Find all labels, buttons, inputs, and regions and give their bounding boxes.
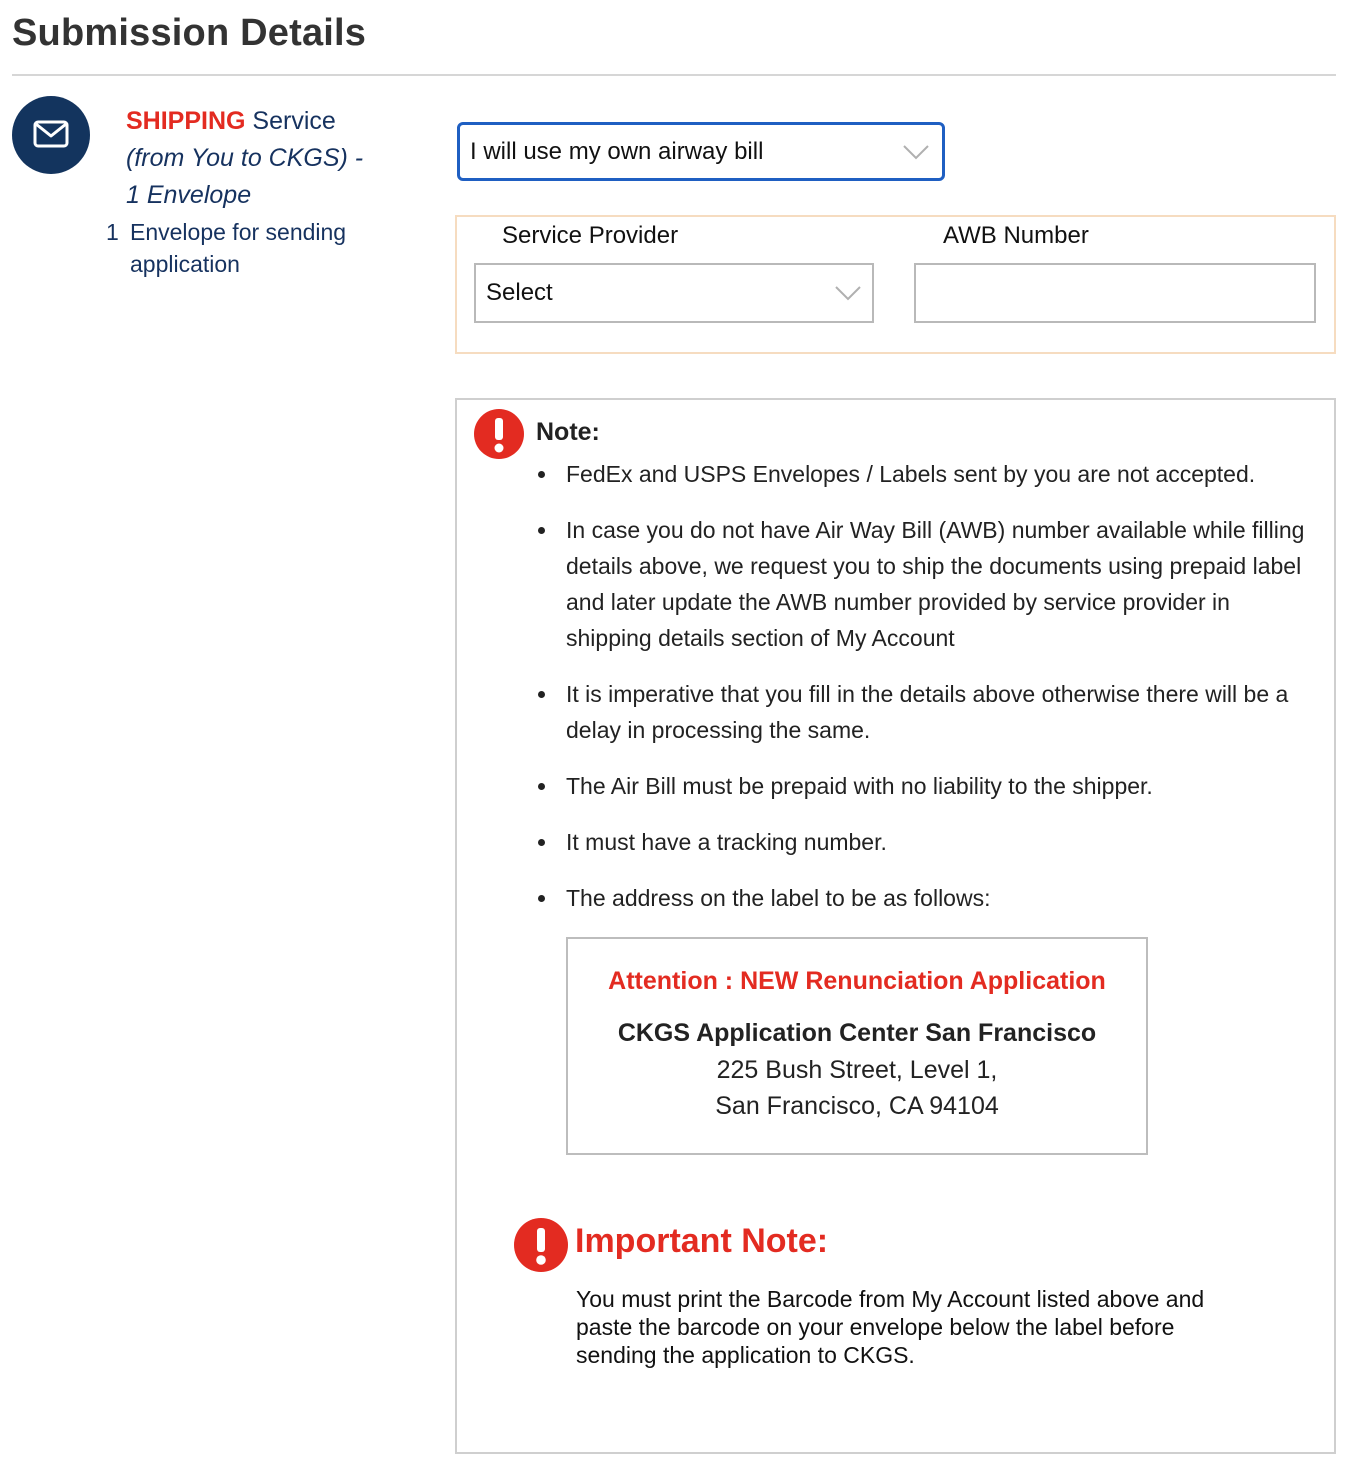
service-provider-select[interactable]: [474, 263, 874, 323]
service-subtitle: (from You to CKGS) - 1 Envelope: [126, 144, 364, 209]
title-divider: [12, 74, 1336, 76]
note-item: FedEx and USPS Envelopes / Labels sent by you are not accepted.: [566, 456, 1306, 492]
note-title: Note:: [536, 418, 600, 446]
service-quantity: 1: [106, 219, 119, 245]
note-item: It is imperative that you fill in the details above otherwise there will be a delay in processing the same.: [566, 676, 1306, 748]
address-label-box: [566, 937, 1148, 1155]
service-heading-rest: Service: [245, 107, 336, 135]
chevron-down-icon: [834, 285, 862, 301]
note-item: The address on the label to be as follows:: [566, 880, 1306, 916]
awb-number-input[interactable]: [914, 263, 1316, 323]
address-line-1: 225 Bush Street, Level 1,: [716, 1056, 998, 1084]
awb-number-label: AWB Number: [943, 222, 1089, 249]
page-title: Submission Details: [12, 12, 367, 54]
service-description: Envelope for sending application: [130, 219, 347, 277]
airway-bill-select-value: I will use my own airway bill: [470, 137, 764, 165]
service-heading: [126, 102, 426, 140]
address-attention: Attention : NEW Renunciation Application: [608, 967, 1106, 995]
alert-icon: [474, 409, 524, 459]
address-name: CKGS Application Center San Francisco: [617, 1019, 1097, 1047]
important-note-title: Important Note:: [575, 1222, 829, 1260]
note-list: [566, 456, 1306, 936]
alert-icon: [514, 1218, 568, 1272]
airway-bill-select[interactable]: [457, 122, 945, 181]
chevron-down-icon: [902, 144, 930, 160]
note-item: In case you do not have Air Way Bill (AWB) number available while filling details above, we request you to ship the documents using prepaid label and later update the AWB number provided by service provider in shipping details section of My Account: [566, 512, 1306, 656]
service-provider-select-value: Select: [486, 279, 553, 306]
envelope-icon: [12, 96, 90, 174]
note-item: It must have a tracking number.: [566, 824, 1306, 860]
service-heading-highlight: SHIPPING: [126, 107, 246, 135]
note-item: The Air Bill must be prepaid with no liability to the shipper.: [566, 768, 1306, 804]
service-provider-label: Service Provider: [502, 222, 679, 249]
address-line-2: San Francisco, CA 94104: [715, 1092, 999, 1120]
important-note-text: You must print the Barcode from My Account listed above and paste the barcode on your envelope below the label before sending the application to CKGS.: [576, 1286, 1205, 1368]
